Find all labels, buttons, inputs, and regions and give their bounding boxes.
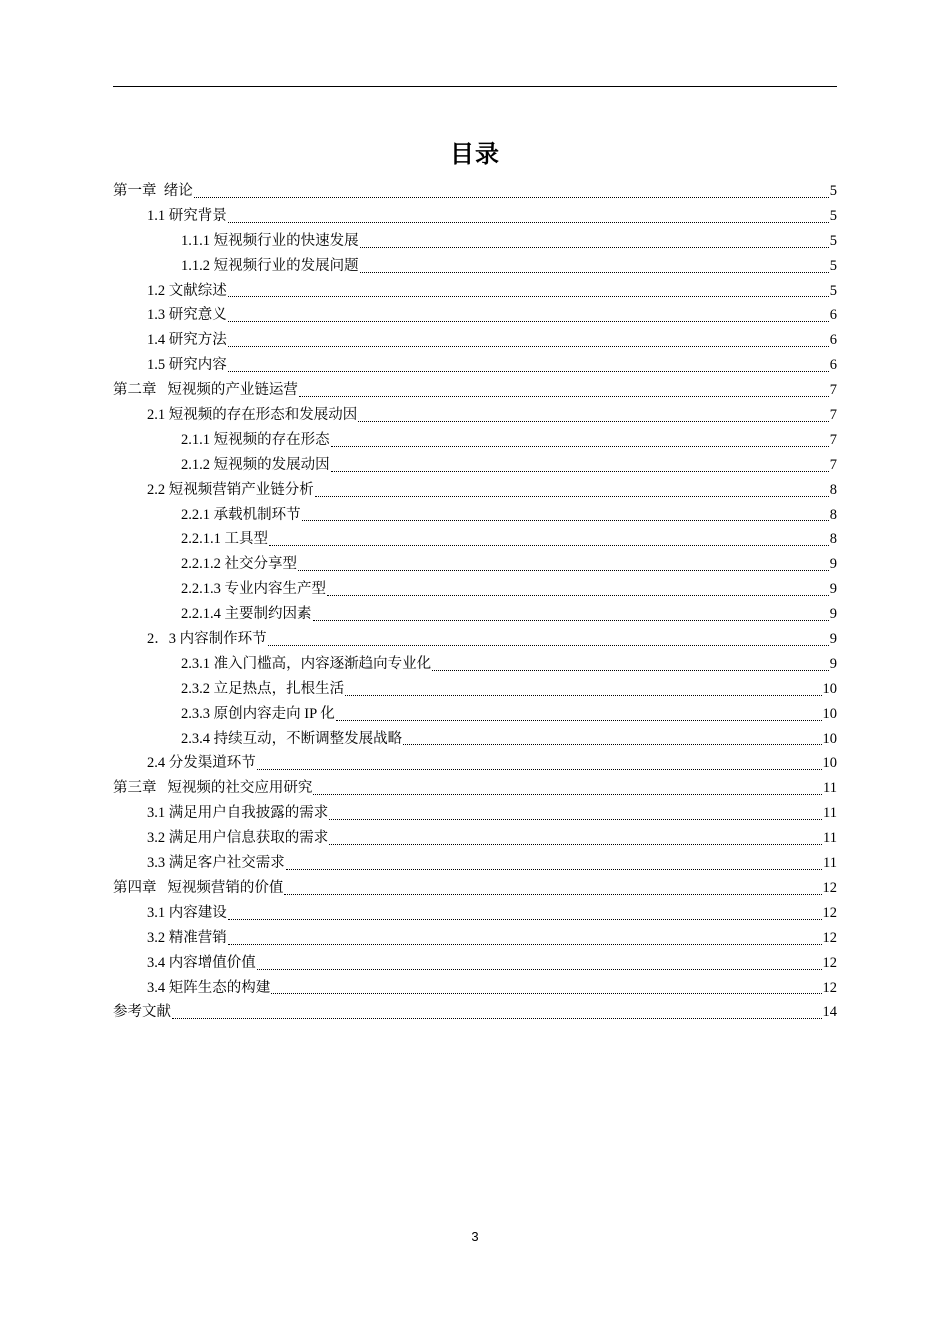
toc-entry[interactable]: [113, 1000, 837, 1025]
toc-entry-label: 1.1.1 短视频行业的快速发展: [181, 232, 359, 249]
toc-entry-page: 9: [829, 655, 837, 672]
toc-entry-page: 12: [822, 929, 837, 946]
toc-entry-label: 2.4 分发渠道环节: [147, 755, 256, 772]
toc-dot-leader: [172, 1017, 822, 1019]
toc-entry[interactable]: [113, 652, 837, 677]
toc-dot-leader: [331, 445, 829, 447]
toc-entry-page: 11: [823, 855, 837, 872]
toc-dot-leader: [360, 246, 829, 248]
toc-entry-page: 10: [822, 680, 837, 697]
toc-entry-label: 2.1.2 短视频的发展动因: [181, 456, 330, 473]
toc-dot-leader: [257, 768, 822, 770]
toc-entry-page: 12: [822, 904, 837, 921]
header-rule: [113, 86, 837, 87]
toc-entry[interactable]: [113, 801, 837, 826]
toc-entry-label: 第一章 绪论: [113, 183, 193, 199]
toc-dot-leader: [257, 968, 822, 970]
toc-entry[interactable]: [113, 627, 837, 652]
toc-entry-label: 2.1 短视频的存在形态和发展动因: [147, 407, 358, 424]
toc-entry[interactable]: [113, 179, 837, 204]
toc-entry-label: 1.5 研究内容: [147, 357, 227, 374]
toc-dot-leader: [228, 943, 822, 945]
toc-entry-label: 3.3 满足客户社交需求: [147, 855, 285, 872]
toc-entry[interactable]: [113, 751, 837, 776]
table-of-contents: [113, 179, 837, 1025]
toc-entry[interactable]: [113, 378, 837, 403]
toc-dot-leader: [284, 893, 821, 895]
toc-entry-label: 1.3 研究意义: [147, 307, 227, 324]
toc-title: 目录: [450, 140, 500, 168]
toc-dot-leader: [360, 271, 829, 273]
toc-entry[interactable]: [113, 328, 837, 353]
toc-entry-label: 2.2.1.4 主要制约因素: [181, 606, 312, 623]
toc-entry-page: 12: [822, 979, 837, 996]
toc-entry[interactable]: [113, 204, 837, 229]
toc-entry[interactable]: [113, 776, 837, 801]
toc-entry-page: 9: [829, 606, 837, 623]
toc-dot-leader: [302, 519, 829, 521]
toc-entry[interactable]: [113, 254, 837, 279]
toc-entry[interactable]: [113, 279, 837, 304]
toc-entry-label: 2.2.1.1 工具型: [181, 531, 268, 548]
toc-entry[interactable]: [113, 826, 837, 851]
toc-entry-label: 3.1 内容建设: [147, 904, 227, 921]
toc-entry-label: 1.1.2 短视频行业的发展问题: [181, 257, 359, 274]
toc-entry-label: 2.2.1.3 专业内容生产型: [181, 581, 326, 598]
toc-entry-label: 2.2.1.2 社交分享型: [181, 556, 297, 573]
toc-entry[interactable]: [113, 851, 837, 876]
toc-entry-label: 1.1 研究背景: [147, 207, 227, 224]
page-number: 3: [471, 1229, 479, 1244]
toc-entry-label: 3.2 满足用户信息获取的需求: [147, 830, 329, 847]
toc-entry-page: 12: [822, 954, 837, 971]
toc-dot-leader: [299, 395, 829, 397]
toc-dot-leader: [327, 594, 829, 596]
toc-entry-label: 2.3.4 持续互动，不断调整发展战略: [181, 730, 403, 747]
toc-entry-label: 参考文献: [113, 1004, 171, 1021]
toc-entry-page: 11: [823, 830, 837, 847]
toc-entry-label: 第三章 短视频的社交应用研究: [113, 780, 313, 797]
toc-dot-leader: [358, 420, 829, 422]
toc-dot-leader: [286, 868, 822, 870]
toc-entry-page: 11: [823, 780, 837, 797]
toc-entry-page: 7: [829, 456, 837, 473]
toc-entry[interactable]: [113, 727, 837, 752]
toc-entry-label: 3.1 满足用户自我披露的需求: [147, 805, 329, 822]
toc-entry-label: 3.4 内容增值价值: [147, 954, 256, 971]
toc-dot-leader: [228, 320, 829, 322]
toc-entry-label: 2．3 内容制作环节: [147, 631, 267, 648]
toc-entry[interactable]: [113, 702, 837, 727]
toc-entry-page: 7: [829, 407, 837, 424]
toc-entry-label: 第二章 短视频的产业链运营: [113, 382, 298, 399]
toc-entry[interactable]: [113, 353, 837, 378]
toc-dot-leader: [194, 196, 829, 198]
toc-entry-label: 3.4 矩阵生态的构建: [147, 979, 271, 996]
toc-dot-leader: [331, 470, 829, 472]
toc-dot-leader: [271, 992, 821, 994]
toc-entry-page: 8: [829, 506, 837, 523]
toc-entry-page: 6: [829, 332, 837, 349]
toc-entry-page: 6: [829, 357, 837, 374]
toc-entry-page: 5: [829, 257, 837, 274]
toc-entry-page: 5: [829, 282, 837, 299]
toc-entry[interactable]: [113, 926, 837, 951]
toc-dot-leader: [298, 569, 829, 571]
toc-entry-label: 1.4 研究方法: [147, 332, 227, 349]
toc-entry-label: 3.2 精准营销: [147, 929, 227, 946]
toc-dot-leader: [228, 221, 829, 223]
toc-entry[interactable]: [113, 478, 837, 503]
toc-dot-leader: [313, 619, 829, 621]
toc-entry[interactable]: [113, 552, 837, 577]
toc-entry-page: 9: [829, 631, 837, 648]
toc-entry-page: 14: [822, 1004, 837, 1021]
toc-entry-page: 6: [829, 307, 837, 324]
toc-dot-leader: [329, 818, 822, 820]
toc-entry-page: 12: [822, 879, 837, 896]
toc-entry[interactable]: [113, 677, 837, 702]
toc-entry[interactable]: [113, 229, 837, 254]
toc-dot-leader: [313, 793, 822, 795]
toc-entry-label: 1.2 文献综述: [147, 282, 227, 299]
toc-entry-page: 9: [829, 556, 837, 573]
toc-entry-label: 2.3.2 立足热点，扎根生活: [181, 680, 345, 697]
toc-entry[interactable]: [113, 876, 837, 901]
toc-entry-label: 2.2.1 承载机制环节: [181, 506, 301, 523]
toc-entry[interactable]: [113, 951, 837, 976]
toc-entry-page: 8: [829, 531, 837, 548]
toc-entry-label: 2.2 短视频营销产业链分析: [147, 481, 314, 498]
toc-entry-page: 8: [829, 481, 837, 498]
toc-dot-leader: [228, 918, 822, 920]
toc-dot-leader: [228, 370, 829, 372]
toc-entry-label: 2.3.3 原创内容走向 IP 化: [181, 705, 335, 722]
toc-dot-leader: [228, 295, 829, 297]
toc-dot-leader: [228, 345, 829, 347]
toc-entry[interactable]: [113, 303, 837, 328]
toc-entry[interactable]: [113, 976, 837, 1001]
toc-entry-page: 7: [829, 431, 837, 448]
toc-entry-page: 5: [829, 183, 837, 199]
toc-dot-leader: [403, 743, 821, 745]
toc-entry-page: 10: [822, 730, 837, 747]
toc-entry-label: 2.3.1 准入门槛高，内容逐渐趋向专业化: [181, 655, 432, 672]
toc-entry[interactable]: [113, 602, 837, 627]
toc-entry-page: 10: [822, 755, 837, 772]
toc-entry-label: 2.1.1 短视频的存在形态: [181, 431, 330, 448]
toc-dot-leader: [432, 669, 829, 671]
toc-dot-leader: [345, 694, 821, 696]
toc-dot-leader: [268, 644, 829, 646]
toc-entry[interactable]: [113, 428, 837, 453]
toc-dot-leader: [315, 495, 829, 497]
toc-entry[interactable]: [113, 577, 837, 602]
toc-dot-leader: [336, 719, 822, 721]
toc-entry-page: 11: [823, 805, 837, 822]
toc-entry[interactable]: [113, 901, 837, 926]
toc-entry-page: 5: [829, 232, 837, 249]
toc-entry-page: 10: [822, 705, 837, 722]
toc-entry-page: 5: [829, 207, 837, 224]
toc-entry[interactable]: [113, 453, 837, 478]
toc-entry[interactable]: [113, 527, 837, 552]
toc-entry-page: 9: [829, 581, 837, 598]
toc-entry[interactable]: [113, 403, 837, 428]
toc-dot-leader: [269, 544, 829, 546]
toc-dot-leader: [329, 843, 822, 845]
toc-entry[interactable]: [113, 503, 837, 528]
toc-entry-page: 7: [829, 382, 837, 399]
toc-entry-label: 第四章 短视频营销的价值: [113, 879, 284, 896]
